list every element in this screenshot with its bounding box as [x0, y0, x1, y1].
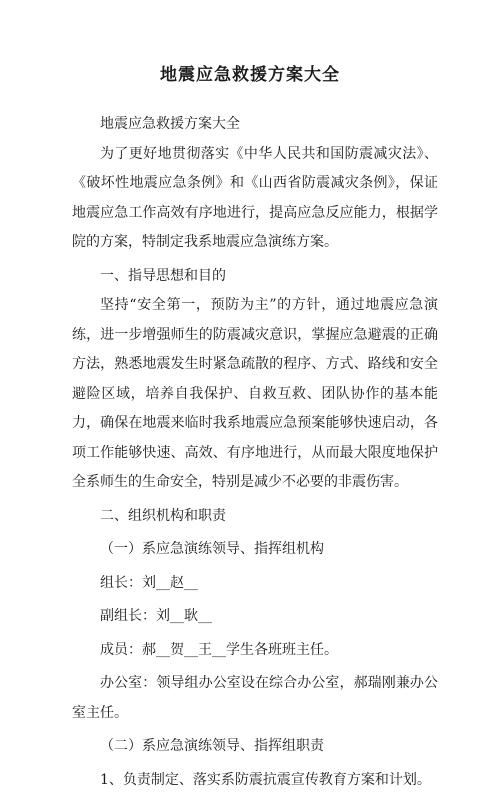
subsection-heading-leadership: （一）系应急演练领导、指挥组机构	[72, 535, 438, 565]
paragraph-guiding-ideas: 坚持“安全第一，预防为主”的方针，通过地震应急演练，进一步增强师生的防震减灾意识，掌握应急避震的正确方法，熟悉地震发生时紧急疏散的程序、方式、路线和安全避险区域，培养自我保护、自救互救、团队协作的基本能力，确保在地震来临时我系地震应急预案能够快速启动，各项工作能够快速、高效、有序地进行，从而最大限度地保护全系师生的生命安全，特别是减少不必要的非震伤害。	[72, 291, 438, 498]
paragraph-members: 成员：郝__贺__王__学生各班班主任。	[72, 636, 438, 666]
section-heading-guiding-ideas: 一、指导思想和目的	[72, 262, 438, 292]
paragraph-office: 办公室：领导组办公室设在综合办公室，郝瑞刚兼办公室主任。	[72, 669, 438, 728]
document-title: 地震应急救援方案大全	[0, 60, 500, 85]
paragraph-intro: 为了更好地贯彻落实《中华人民共和国防震减灾法》、《破坏性地震应急条例》和《山西省防震减灾条例》，保证地震应急工作高效有序地进行，提高应急反应能力，根据学院的方案，特制定我系地震应急演练方案。	[72, 140, 438, 258]
paragraph-subtitle: 地震应急救援方案大全	[72, 110, 438, 140]
paragraph-deputy-leader: 副组长：刘__耿__	[72, 602, 438, 632]
paragraph-team-leader: 组长：刘__赵__	[72, 569, 438, 599]
section-heading-organization: 二、组织机构和职责	[72, 502, 438, 532]
document-body	[72, 110, 438, 795]
paragraph-duty-1: 1、负责制定、落实系防震抗震宣传教育方案和计划。	[72, 766, 438, 795]
subsection-heading-duties: （二）系应急演练领导、指挥组职责	[72, 732, 438, 762]
